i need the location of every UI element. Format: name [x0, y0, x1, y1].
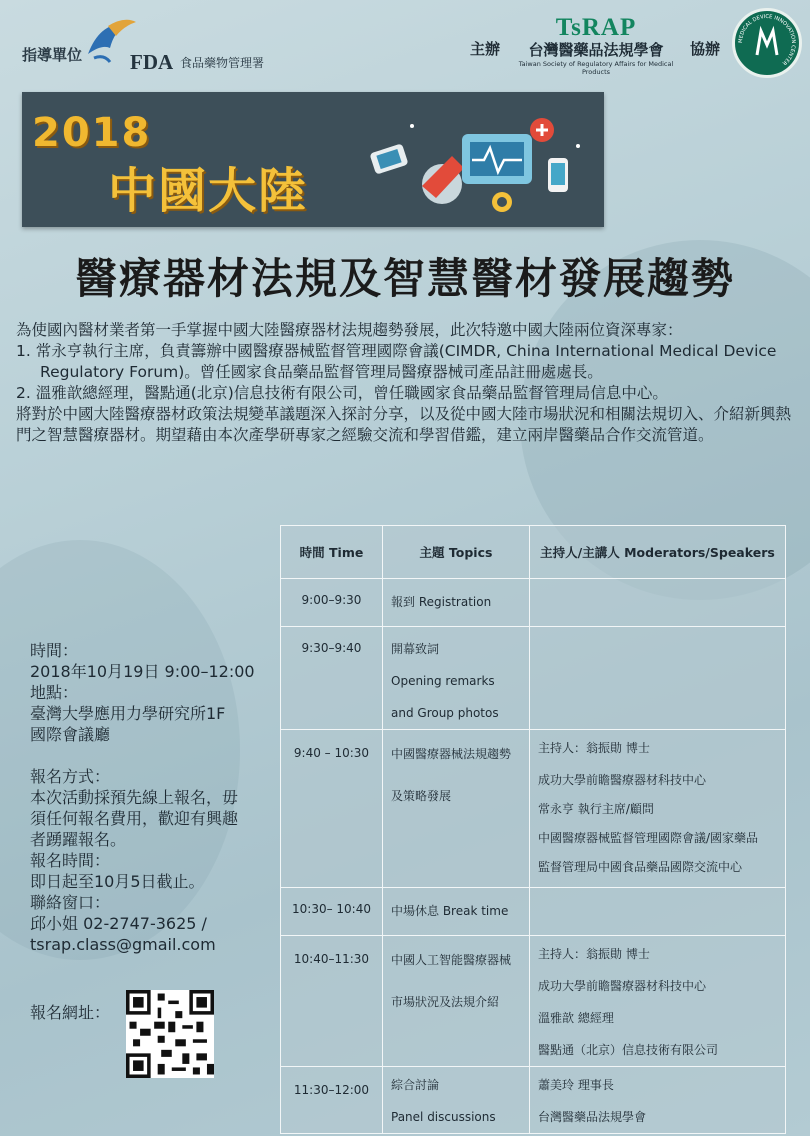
tsrap-logo-text: TsRAP [555, 14, 637, 41]
fda-name: 食品藥物管理署 [180, 56, 265, 70]
sponsor-header [0, 0, 810, 90]
svg-text:MEDICAL DEVICE INNOVATION CENT: MEDICAL DEVICE INNOVATION CENTER [737, 13, 797, 66]
registration-value-2: 須任何報名費用，歡迎有興趣 [30, 809, 239, 828]
place-value-2: 國際會議廳 [30, 725, 111, 744]
row-topic: 報到 Registration [383, 579, 530, 627]
mdic-logo [732, 8, 802, 78]
row-topic: 中場休息 Break time [383, 888, 530, 936]
event-info [30, 640, 275, 955]
event-banner [22, 92, 604, 227]
registration-value-1: 本次活動採預先線上報名，毋 [30, 788, 239, 807]
place-label: 地點： [30, 683, 79, 702]
column-header-speakers: 主持人/主講人 Moderators/Speakers [530, 526, 786, 579]
table-row [281, 888, 786, 936]
host-label: 主辦 [470, 40, 501, 58]
table-row [281, 1067, 786, 1134]
mdic-emblem-icon [735, 11, 799, 75]
row-topic: 綜合討論 Panel discussions [383, 1067, 530, 1134]
row-speakers: 蕭美玲 理事長 台灣醫藥品法規學會 [530, 1067, 786, 1134]
contact-email[interactable]: tsrap.class@gmail.com [30, 935, 216, 954]
banner-region: 中國大陸 [108, 163, 309, 219]
deadline-label: 報名時間： [30, 851, 111, 870]
tsrap-name: 台灣醫藥品法規學會 [528, 41, 664, 59]
registration-label: 報名方式： [30, 767, 111, 786]
schedule-table [280, 525, 786, 1134]
time-label: 時間： [30, 641, 79, 660]
intro-closing: 將對於中國大陸醫療器材政策法規變革議題深入探討分享，以及從中國大陸市場狀況和相關法規切入、介紹新興熱門之智慧醫療器材。期望藉由本次產學研專家之經驗交流和學習借鑑，建立兩岸醫藥品合作交流管道。 [16, 405, 792, 444]
tsrap-english-name: Taiwan Society of Regulatory Affairs for Medical Products [518, 60, 674, 76]
table-row [281, 936, 786, 1067]
row-speakers: 主持人：翁振勛 博士 成功大學前瞻醫療器材科技中心 溫雅歆 總經理 醫點通（北京）信息技術有限公司 [530, 936, 786, 1067]
row-time: 11:30–12:00 [281, 1067, 383, 1134]
row-topic: 開幕致詞 Opening remarks and Group photos [383, 627, 530, 730]
contact-label: 聯絡窗口： [30, 893, 111, 912]
qr-code-icon[interactable] [126, 990, 214, 1078]
registration-url-label: 報名網址： [30, 1003, 111, 1022]
row-speakers [530, 579, 786, 627]
speaker-item-1: 1. 常永亨執行主席，負責籌辦中國醫療器械監督管理國際會議(CIMDR, China International Medical Device Regulatory Forum)。曾任國家食品藥品監督管理局醫療器械司產品註冊處處長。 [16, 342, 777, 381]
intro-lead: 為使國內醫材業者第一手掌握中國大陸醫療器材法規趨勢發展，此次特邀中國大陸兩位資深專家： [16, 321, 683, 339]
row-time: 10:30– 10:40 [281, 888, 383, 936]
row-speakers: 主持人：翁振勛 博士 成功大學前瞻醫療器材科技中心 常永亨 執行主席/顧問 中國醫療器械監督管理國際會議/國家藥品 監督管理局中國食品藥品國際交流中心 [530, 730, 786, 888]
row-time: 9:30–9:40 [281, 627, 383, 730]
speaker-item-2: 2. 溫雅歆總經理，醫點通(北京)信息技術有限公司，曾任職國家食品藥品監督管理局信息中心。 [16, 384, 668, 402]
row-speakers [530, 888, 786, 936]
table-row [281, 627, 786, 730]
banner-year: 2018 [32, 110, 152, 156]
row-speakers [530, 627, 786, 730]
column-header-topics: 主題 Topics [383, 526, 530, 579]
page-title: 醫療器材法規及智慧醫材發展趨勢 [74, 254, 735, 303]
smart-medical-illustration-icon [352, 106, 592, 221]
row-topic: 中國人工智能醫療器械 市場狀況及法規介紹 [383, 936, 530, 1067]
co-organizer-label: 協辦 [690, 40, 721, 58]
table-header-row [281, 526, 786, 579]
fda-logo-text: FDA [130, 50, 174, 74]
supervisor-label: 指導單位 [22, 46, 83, 64]
tsrap-logo [506, 14, 686, 76]
row-time: 9:40 – 10:30 [281, 730, 383, 888]
column-header-time: 時間 Time [281, 526, 383, 579]
row-time: 10:40–11:30 [281, 936, 383, 1067]
row-topic: 中國醫療器械法規趨勢 及策略發展 [383, 730, 530, 888]
time-value: 2018年10月19日 9:00–12:00 [30, 662, 255, 681]
row-time: 9:00–9:30 [281, 579, 383, 627]
fda-logo [80, 14, 270, 76]
intro-text [16, 320, 800, 446]
table-row [281, 579, 786, 627]
deadline-value: 即日起至10月5日截止。 [30, 872, 205, 891]
table-row [281, 730, 786, 888]
place-value-1: 臺灣大學應用力學研究所1F [30, 704, 226, 723]
contact-phone: 邱小姐 02-2747-3625 / [30, 914, 207, 933]
registration-value-3: 者踴躍報名。 [30, 830, 127, 849]
